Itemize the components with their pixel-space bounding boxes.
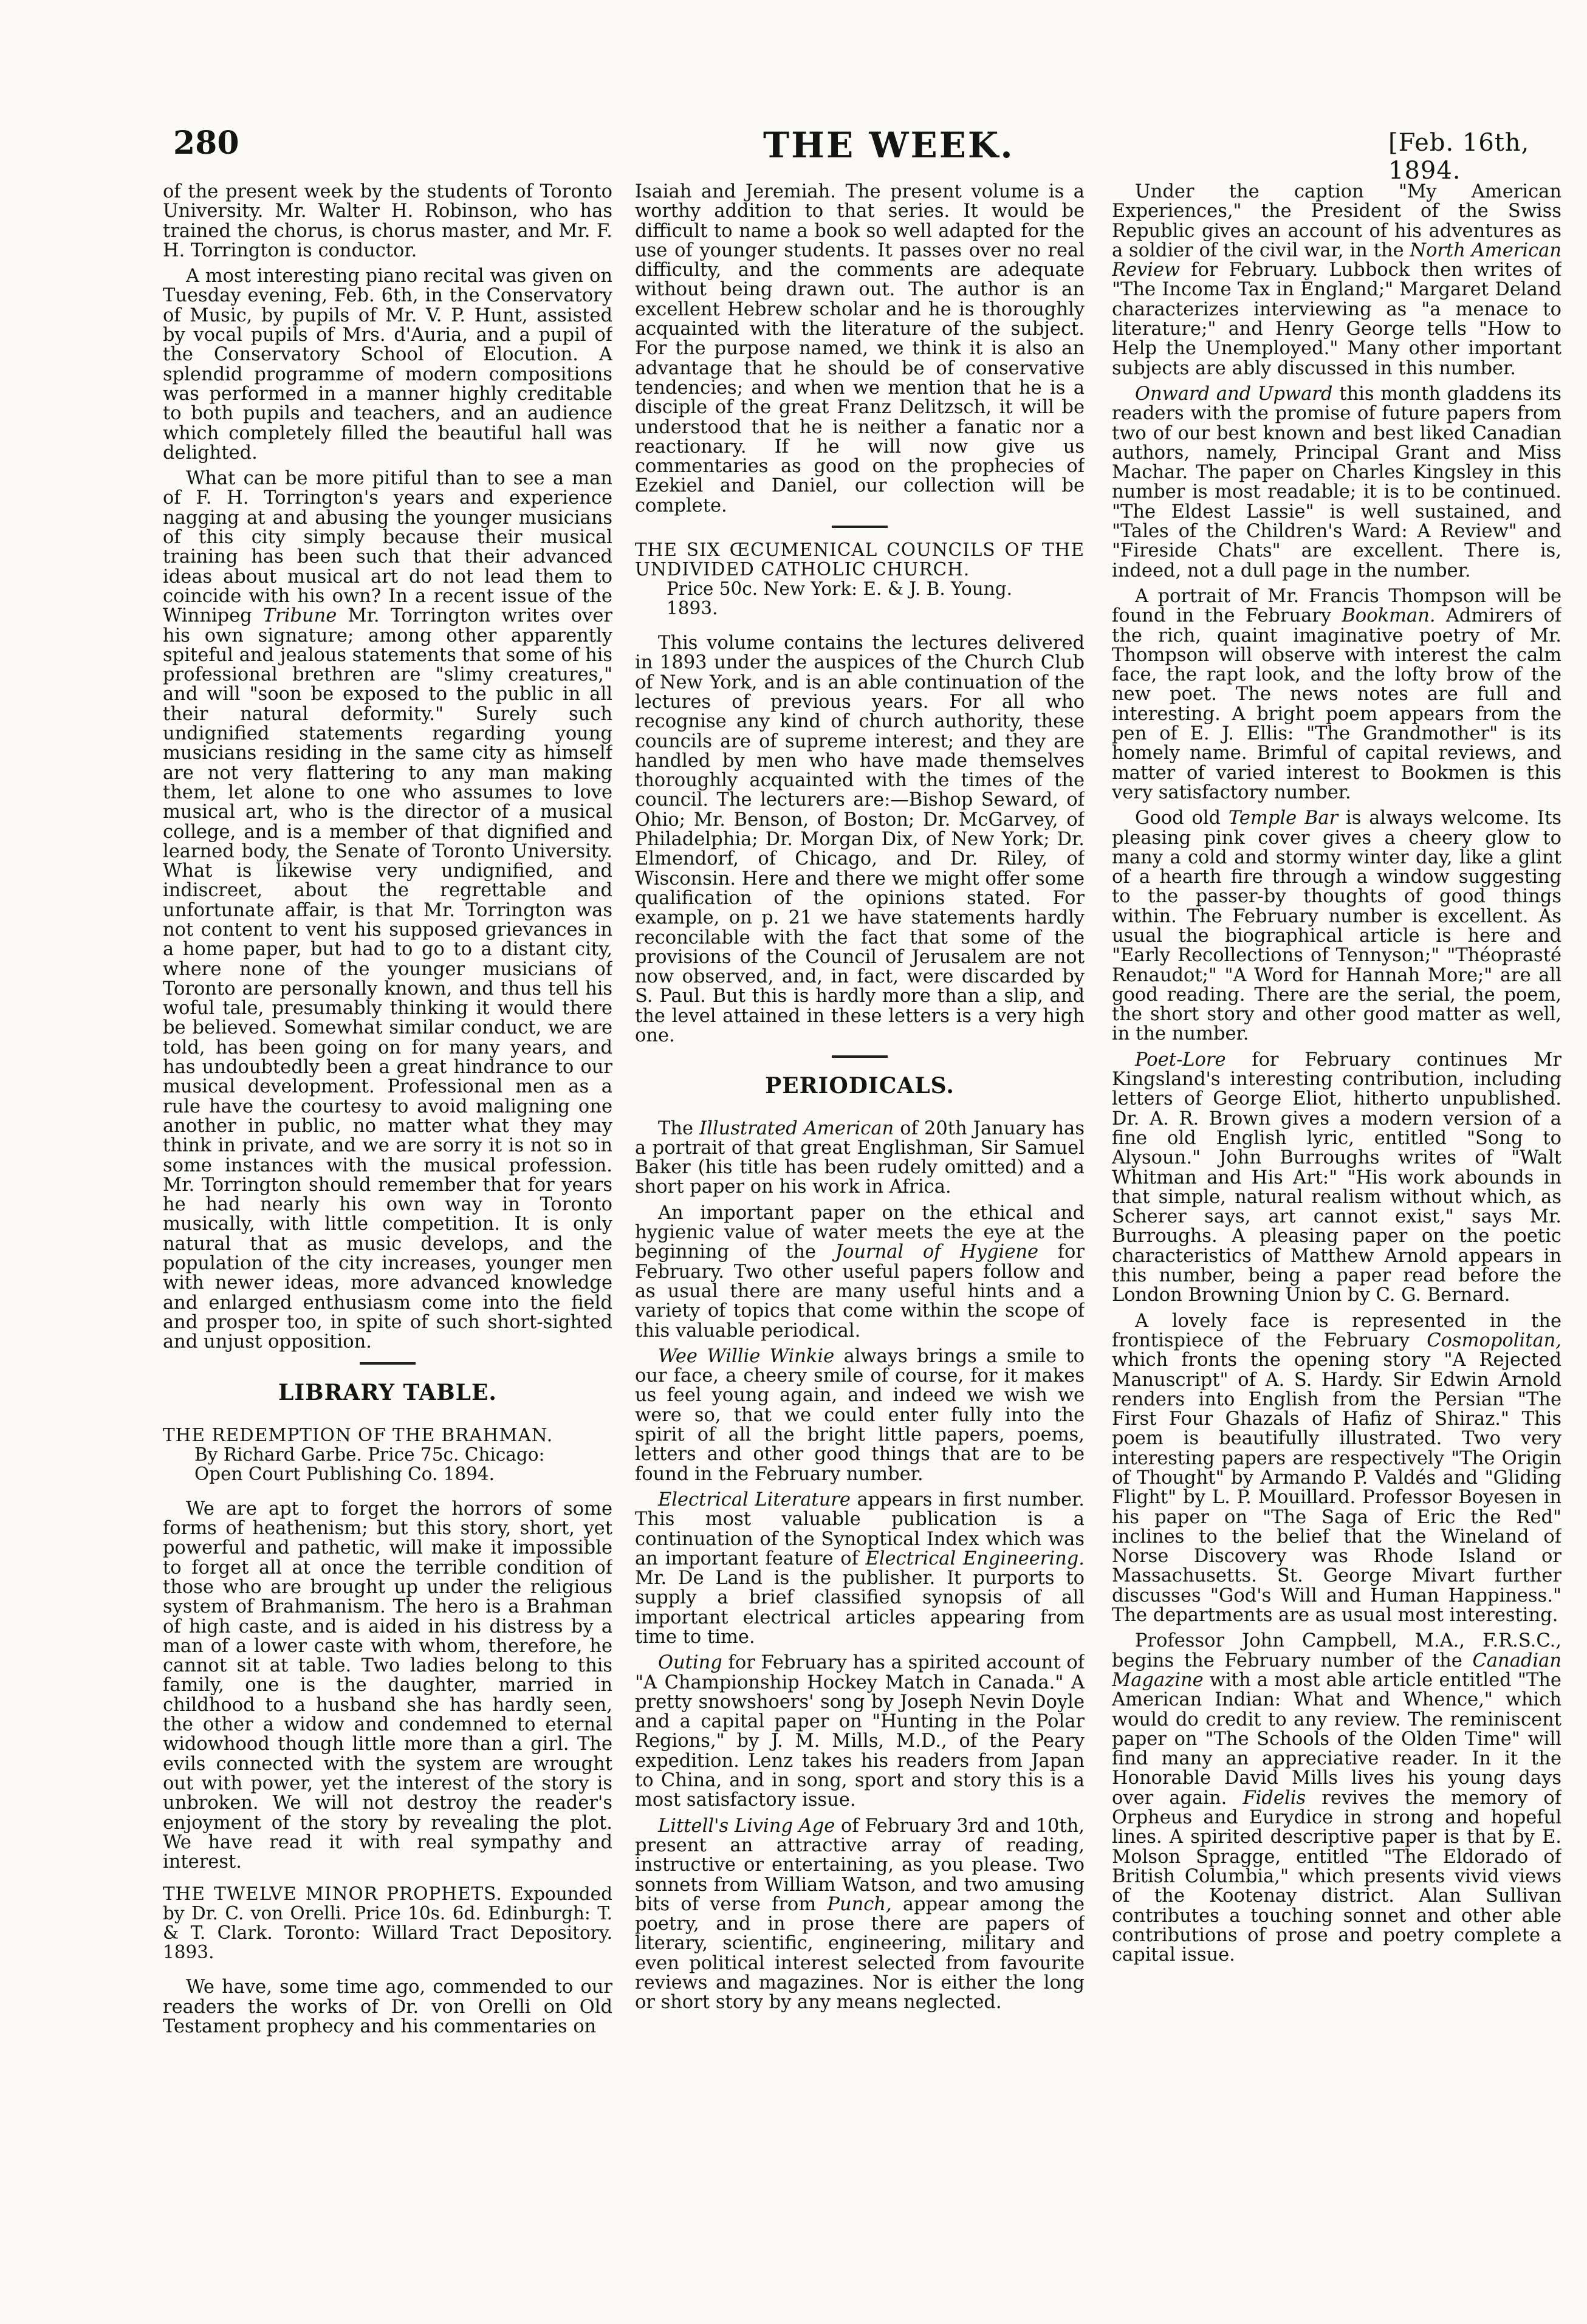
periodical-paragraph: Good old Temple Bar is always welcome. Its pleasing pink cover gives a cheery glow to many a cold and stormy winter day, like a glint of a hearth fire through a window suggesting to the passer-by thoughts of good things within. The February number is excellent. As usual the biographical article is here and "Early Recollections of Tennyson;" "Théoprasté Renaudot;" "A Word for Hannah More;" are all good reading. There are the serial, the poem, the short story and other good matter as well, in the number. — [1112, 807, 1561, 1045]
column-2 — [635, 182, 1085, 2309]
periodical-paragraph: Poet-Lore for February continues Mr Kingsland's interesting contribution, including letters of George Eliot, hitherto unpublished. Dr. A. R. Brown gives a modern version of a fine old English lyric, entitled "Song to Alysoun." John Burroughs writes of "Walt Whitman and His Art:" "His work abounds in that simple, natural realism without which, as Scherer says, art cannot exist," says Mr. Burroughs. A pleasing paper on the poetic characteristics of Matthew Arnold appears in this number, being a paper read before the London Browning Union by C. G. Bernard. — [1112, 1049, 1561, 1306]
periodical-paragraph: Littell's Living Age of February 3rd and 10th, present an attractive array of reading, instructive or entertaining, as you please. Two sonnets from William Watson, and two amusing bits of verse from Punch, appear among the poetry, and in prose there are papers of literary, scientific, engineering, military and even political interest selected from favourite reviews and magazines. Nor is either the long or short story by any means neglected. — [635, 1815, 1085, 2014]
journal-title: THE WEEK. — [763, 125, 1015, 166]
periodical-paragraph: Professor John Campbell, M.A., F.R.S.C., begins the February number of the Canadian Magazine with a most able article entitled "The American Indian: What and Whence," which would do credit to any review. The reminiscent paper on "The Schools of the Olden Time" will find many an appreciative reader. In it the Honorable David Mills lives his young days over again. Fidelis revives the memory of Orpheus and Eurydice in strong and hopeful lines. A spirited descriptive paper is that by E. Molson Spragge, entitled "The Eldorado of British Columbia," which presents vivid views of the Kootenay district. Alan Sullivan contributes a touching sonnet and other able contributions of prose and poetry complete a capital issue. — [1112, 1630, 1561, 1966]
issue-date: [Feb. 16th, 1894. — [1388, 129, 1530, 185]
review-heading — [163, 1884, 612, 1962]
review-publication-details: Price 50c. New York: E. & J. B. Young. 1893. — [667, 578, 1012, 619]
periodical-paragraph: A lovely face is represented in the frontispiece of the February Cosmopolitan, which fronts the opening story "A Rejected Manuscript" of A. S. Hardy. Sir Edwin Arnold renders into English from the Persian "The First Four Ghazals of Hafiz of Shiraz." This poem is beautifully illustrated. Two very interesting papers are respectively "The Origin of Thought" by Armando P. Valdés and "Gliding Flight" by L. P. Mouillard. Professor Boyesen in his paper on "The Saga of Eric the Red" inclines to the belief that the Wineland of Norse Discovery was Rhode Island or Massachusetts. St. George Mivart further discusses "God's Will and Human Happiness." The departments are as usual most interesting. — [1112, 1310, 1561, 1626]
periodical-paragraph: An important paper on the ethical and hygienic value of water meets the eye at the beginning of the Journal of Hygiene for February. Two other useful papers follow and as usual there are many useful hints and a variety of topics that come within the scope of this valuable periodical. — [635, 1202, 1085, 1342]
periodical-paragraph: Onward and Upward this month gladdens its readers with the promise of future papers from two of our best known and best liked Canadian authors, namely, Principal Grant and Miss Machar. The paper on Charles Kingsley in this number is most readable; it is to be continued. "The Eldest Lassie" is well sustained, and "Tales of the Children's Ward: A Review" and "Fireside Chats" are excellent. There is, indeed, not a dull page in the number. — [1112, 383, 1561, 581]
review-paragraph: Isaiah and Jeremiah. The present volume is a worthy addition to that series. It would be difficult to name a book so well adapted for the use of younger students. It passes over no real difficulty, and the comments are adequate without being drawn out. The author is an excellent Hebrew scholar and he is thoroughly acquainted with the literature of the subject. For the purpose named, we think it is also an advantage that he should be of conservative tendencies; and when we mention that he is a disciple of the great Franz Delitzsch, it will be understood that he is neither a fanatic nor a reactionary. If he will now give us commentaries as good on the prophecies of Ezekiel and Daniel, our collection will be complete. — [635, 182, 1085, 516]
review-paragraph: We have, some time ago, commended to our readers the works of Dr. von Orelli on Old Testament prophecy and his commentaries on — [163, 1976, 612, 2038]
article-paragraph: A most interesting piano recital was given on Tuesday evening, Feb. 6th, in the Conservatory of Music, by pupils of Mr. V. P. Hunt, assisted by vocal pupils of Mrs. d'Auria, and a pupil of the Conservatory School of Elocution. A splendid programme of modern compositions was performed in a manner highly creditable to both pupils and teachers, and an audience which completely filled the beautiful hall was delighted. — [163, 266, 612, 464]
periodical-paragraph: Electrical Literature appears in first number. This most valuable publication is a continuation of the Synoptical Index which was an important feature of Electrical Engineering. Mr. De Land is the publisher. It purports to supply a brief classified synopsis of all important electrical articles appearing from time to time. — [635, 1489, 1085, 1648]
review-heading — [163, 1425, 612, 1484]
periodical-paragraph: Under the caption "My American Experiences," the President of the Swiss Republic gives an account of his adventures as a soldier of the civil war, in the North American Review for February. Lubbock then writes of "The Income Tax in England;" Margaret Deland characterizes interviewing as "a menace to literature;" and Henry George tells "How to Help the Unemployed." Many other important subjects are ably discussed in this number. — [1112, 182, 1561, 379]
review-paragraph: This volume contains the lectures delivered in 1893 under the auspices of the Church Club of New York, and is an able continuation of the lectures of previous years. For all who recognise any kind of church authority, these councils are of supreme interest; and they are handled by men who have made themselves thoroughly acquainted with the times of the council. The lecturers are:—Bishop Seward, of Ohio; Mr. Benson, of Boston; Dr. McGarvey, of Philadelphia; Dr. Morgan Dix, of New York; Dr. Elmendorf, of Chicago, and Dr. Riley, of Wisconsin. Here and there we might offer some qualification of the opinions stated. For example, on p. 21 we have statements hardly reconcilable with the fact that some of the provisions of the Council of Jerusalem are not now observed, and, in fact, were discarded by S. Paul. But this is hardly more than a slip, and the level attained in these letters is a very high one. — [635, 632, 1085, 1046]
review-publication-details: By Richard Garbe. Price 75c. Chicago: Open Court Publishing Co. 1894. — [194, 1444, 545, 1484]
section-divider — [832, 1055, 888, 1058]
section-heading-library-table: LIBRARY TABLE. — [278, 1379, 497, 1405]
review-heading — [635, 540, 1085, 618]
masthead — [0, 0, 1587, 185]
section-divider — [360, 1362, 416, 1365]
review-title: THE REDEMPTION OF THE BRAHMAN. — [163, 1424, 554, 1445]
page-number: 280 — [173, 125, 239, 162]
article-paragraph: of the present week by the students of Toronto University. Mr. Walter H. Robinson, who has trained the chorus, is chorus master, and Mr. F. H. Torrington is conductor. — [163, 182, 612, 261]
column-1 — [163, 182, 612, 2309]
review-title: THE TWELVE MINOR PROPHETS. — [163, 1884, 502, 1905]
article-paragraph: What can be more pitiful than to see a man of F. H. Torrington's years and experience nagging at and abusing the younger musicians of this city simply because their musical training has been such that their advanced ideas about musical art do not lead them to coincide with his own? In a recent issue of the Winnipeg Tribune Mr. Torrington writes over his own signature; among other apparently spiteful and jealous statements that some of his professional brethren are "slimy creatures," and will "soon be exposed to the public in all their natural deformity." Surely such undignified statements regarding young musicians residing in the same city as himself are not very flattering to any man making them, let alone to one who assumes to love musical art, who is the director of a musical college, and is a member of that dignified and learned body, the Senate of Toronto University. What is likewise very undignified, and indiscreet, about the regrettable and unfortunate affair, is that Mr. Torrington was not content to vent his supposed grievances in a home paper, but had to go to a distant city, where none of the younger musicians of Toronto are personally known, and thus tell his woful tale, presumably thinking it would there be believed. Somewhat similar conduct, we are told, has been going on for many years, and has undoubtedly been a great hindrance to our musical development. Professional men as a rule have the courtesy to avoid maligning one another in public, no matter what they may think in private, and we are sorry it is not so in some instances with the musical profession. Mr. Torrington should remember that for years he had nearly his own way in Toronto musically, with little competition. It is only natural that as music develops, and the population of the city increases, younger men with newer ideas, more advanced knowledge and enlarged enthusiasm come into the field and prosper too, in spite of such short-sighted and unjust opposition. — [163, 468, 612, 1353]
review-paragraph: We are apt to forget the horrors of some forms of heathenism; but this story, short, yet powerful and pathetic, will make it impossible to forget all at once the terrible condition of those who are brought up under the religious system of Brahmanism. The hero is a Brahman of high caste, and is aided in his distress by a man of a lower caste with whom, therefore, he cannot sit at table. Two ladies belong to this family, one is the daughter, married in childhood to a husband she has hardly seen, the other a widow and condemned to eternal widowhood though little more than a girl. The evils connected with the system are wrought out with power, yet the interest of the story is unbroken. We will not destroy the reader's enjoyment of the story by revealing the plot. We have read it with real sympathy and interest. — [163, 1498, 612, 1873]
review-title: THE SIX ŒCUMENICAL COUNCILS OF THE UNDIVIDED CATHOLIC CHURCH. — [635, 540, 1085, 580]
periodical-paragraph: A portrait of Mr. Francis Thompson will be found in the February Bookman. Admirers of the rich, quaint imaginative poetry of Mr. Thompson will observe with interest the calm face, the rapt look, and the lofty brow of the new poet. The news notes are full and interesting. A bright poem appears from the pen of E. J. Ellis: "The Grandmother" is its homely name. Brimful of capital reviews, and matter of varied interest to Bookmen is this very satisfactory number. — [1112, 585, 1561, 803]
review-publication-details: Expounded by Dr. C. von Orelli. Price 10s. 6d. Edinburgh: T. & T. Clark. Toronto: Willard Tract Depository. 1893. — [163, 1884, 612, 1963]
periodical-paragraph: Outing for February has a spirited account of "A Championship Hockey Match in Canada." A pretty snowshoers' song by Joseph Nevin Doyle and a capital paper on "Hunting in the Polar Regions," by J. M. Mills, M.D., of the Peary expedition. Lenz takes his readers from Japan to China, and in song, sport and story this is a most satisfactory issue. — [635, 1652, 1085, 1811]
section-divider — [832, 526, 888, 528]
periodical-paragraph: Wee Willie Winkie always brings a smile to our face, a cheery smile of course, for it makes us feel young again, and indeed we wish we were so, that we could enter fully into the spirit of all the bright little papers, poems, letters and other good things that are to be found in the February number. — [635, 1345, 1085, 1485]
column-3 — [1112, 182, 1561, 2309]
section-heading-periodicals: PERIODICALS. — [765, 1073, 955, 1099]
periodical-paragraph: The Illustrated American of 20th January has a portrait of that great Englishman, Sir Samuel Baker (his title has been rudely omitted) and a short paper on his work in Africa. — [635, 1117, 1085, 1198]
